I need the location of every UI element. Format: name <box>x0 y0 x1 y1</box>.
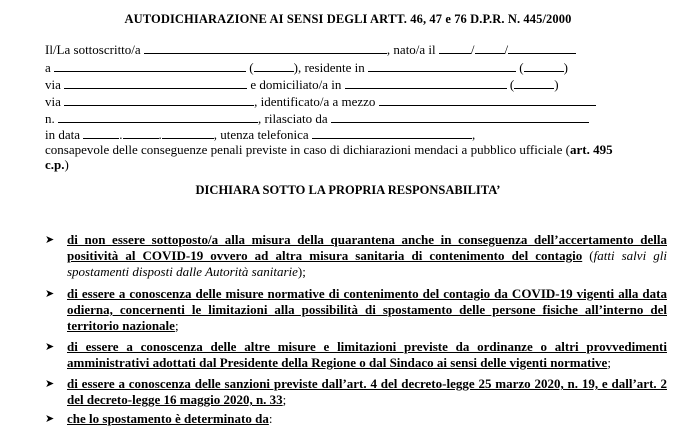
section-heading: DICHIARA SOTTO LA PROPRIA RESPONSABILITA’ <box>195 183 501 197</box>
label-via: via <box>45 94 61 109</box>
declaration-bold: di essere a conoscenza delle altre misure e limitazioni previste da ordinanze o altri provvedimenti amministrativi adottati dal Presidente della Regione o dal Sindaco ai sensi delle vigenti normative <box>67 339 667 370</box>
declaration-end: ; <box>174 318 179 333</box>
declaration-bold: di essere a conoscenza delle sanzioni previste dall’art. 4 del decreto-legge 25 marzo 2020, n. 19, e dall’art. 2 del decreto-legge 16 maggio 2020, n. 33 <box>67 376 667 407</box>
form-line-domicile <box>45 77 559 93</box>
field-issued-by[interactable] <box>331 111 589 123</box>
field-document-number[interactable] <box>58 111 258 123</box>
field-birthplace[interactable] <box>54 60 246 72</box>
label-utenza-telefonica: , utenza telefonica <box>213 127 309 142</box>
declaration-text <box>67 376 667 408</box>
paren-open: ( <box>509 77 515 92</box>
field-birth-province[interactable] <box>254 60 294 72</box>
arrow-bullet-icon: ➤ <box>45 412 55 425</box>
form-line-birthplace <box>45 60 568 76</box>
label-identificato: , identificato/a a mezzo <box>254 94 376 109</box>
label-sottoscritto: Il/La sottoscritto/a <box>45 42 141 57</box>
arrow-bullet-icon: ➤ <box>45 287 55 300</box>
label-residente-in: ), residente in <box>293 60 365 75</box>
field-birth-month[interactable] <box>475 42 505 54</box>
field-id-document[interactable] <box>379 94 596 106</box>
declaration-end: ); <box>297 264 306 279</box>
declaration-text <box>67 232 667 280</box>
label-via: via <box>45 77 61 92</box>
label-n: n. <box>45 111 55 126</box>
field-domicile-street[interactable] <box>64 94 254 106</box>
label-in-data: in data <box>45 127 81 142</box>
declaration-italic: fatti salvi gli spostamenti disposti dalle Autorità sanitarie <box>67 248 667 279</box>
declaration-end: : <box>268 411 273 426</box>
article-reference-code: c.p. <box>45 157 65 172</box>
declaration-text <box>67 339 667 371</box>
comma: , <box>471 127 476 142</box>
paren-open: ( <box>249 60 254 75</box>
date-sep: . <box>158 127 162 142</box>
declaration-normal: ( <box>582 248 594 263</box>
consapevole-text: consapevole delle conseguenze penali previste in caso di dichiarazioni mendaci a pubblico ufficiale ( <box>45 142 570 157</box>
declaration-bold: di essere a conoscenza delle misure normative di contenimento del contagio da COVID-19 vigenti alla data odierna, concernenti le limitazioni alla possibilità di spostamento delle persone fisiche all’interno del territorio nazionale <box>67 286 667 333</box>
label-domiciliato: e domiciliato/a in <box>250 77 342 92</box>
date-sep: / <box>470 42 475 57</box>
field-residence[interactable] <box>368 60 516 72</box>
field-residence-province[interactable] <box>524 60 564 72</box>
label-rilasciato-da: , rilasciato da <box>258 111 328 126</box>
field-residence-street[interactable] <box>64 77 247 89</box>
field-birth-year[interactable] <box>508 42 576 54</box>
paren-close: ) <box>554 77 559 92</box>
paren-close: ) <box>64 157 69 172</box>
field-birth-day[interactable] <box>439 42 471 54</box>
field-issue-day[interactable] <box>83 127 119 139</box>
form-line-name <box>45 42 576 58</box>
field-issue-year[interactable] <box>162 127 214 139</box>
label-nato-il: , nato/a il <box>386 42 436 57</box>
declaration-end: ; <box>282 392 287 407</box>
field-phone[interactable] <box>312 127 472 139</box>
declaration-text <box>67 286 667 334</box>
declaration-bold: di non essere sottoposto/a alla misura della quarantena anche in conseguenza dell’accertamento della positività al COVID-19 ovvero ad altra misura sanitaria di contenimento del contagio <box>67 232 667 263</box>
declaration-text <box>67 411 667 427</box>
consapevole-line-1 <box>45 142 613 158</box>
date-sep: . <box>119 127 123 142</box>
field-domicile[interactable] <box>345 77 507 89</box>
date-sep: / <box>504 42 509 57</box>
document-title: AUTODICHIARAZIONE AI SENSI DEGLI ARTT. 46, 47 e 76 D.P.R. N. 445/2000 <box>124 12 572 26</box>
paren-open: ( <box>519 60 524 75</box>
arrow-bullet-icon: ➤ <box>45 340 55 353</box>
paren-close: ) <box>563 60 568 75</box>
form-line-identification <box>45 94 596 110</box>
arrow-bullet-icon: ➤ <box>45 377 55 390</box>
field-domicile-province[interactable] <box>514 77 554 89</box>
form-line-date-phone <box>45 127 475 143</box>
field-issue-month[interactable] <box>123 127 159 139</box>
article-reference: art. 495 <box>569 142 613 157</box>
field-name[interactable] <box>144 42 387 54</box>
declaration-bold: che lo spostamento è determinato da <box>67 411 269 426</box>
form-line-document-number <box>45 111 589 127</box>
label-a: a <box>45 60 51 75</box>
consapevole-line-2 <box>45 157 69 173</box>
arrow-bullet-icon: ➤ <box>45 233 55 246</box>
declaration-end: ; <box>607 355 611 370</box>
